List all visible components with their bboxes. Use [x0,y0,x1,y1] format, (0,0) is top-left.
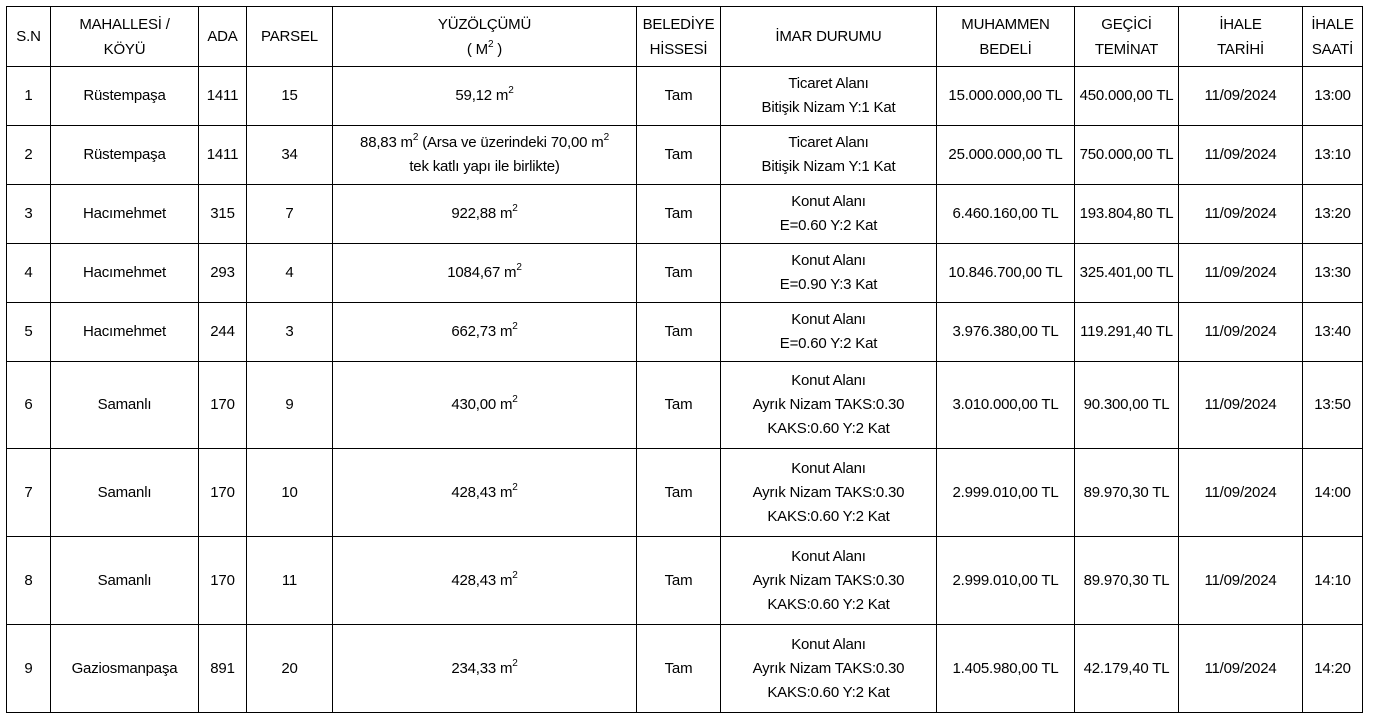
cell-line: Ayrık Nizam TAKS:0.30 [752,659,905,677]
cell-sn: 5 [7,303,51,362]
header-line: TARİHİ [1217,40,1264,58]
table-row [7,625,1363,713]
header-line: MUHAMMEN [961,15,1050,33]
table-row [7,185,1363,244]
cell-parsel: 4 [247,244,333,303]
cell-line: Ayrık Nizam TAKS:0.30 [752,483,905,501]
cell-mahalle: Rüstempaşa [51,126,199,185]
header-tarih [1179,7,1303,67]
cell-parsel: 10 [247,449,333,537]
header-line: SAATİ [1311,40,1354,58]
cell-parsel: 7 [247,185,333,244]
cell-hisse: Tam [637,625,721,713]
cell-bedel: 15.000.000,00 TL [937,67,1075,126]
cell-line: 428,43 $m^2$ [451,481,518,501]
cell-line: Ayrık Nizam TAKS:0.30 [752,571,905,589]
cell-bedel: 2.999.010,00 TL [937,537,1075,625]
cell-teminat: 90.300,00 TL [1075,362,1179,449]
header-imar: İMAR DURUMU [721,7,937,67]
cell-line: 1084,67 $m^2$ [447,262,522,281]
cell-yuzolcum [333,362,637,449]
table-row [7,362,1363,449]
cell-sn: 1 [7,67,51,126]
cell-line: Konut Alanı [791,252,866,269]
header-hisse [637,7,721,67]
cell-parsel: 11 [247,537,333,625]
cell-parsel: 15 [247,67,333,126]
cell-bedel: 3.976.380,00 TL [937,303,1075,362]
cell-teminat: 450.000,00 TL [1075,67,1179,126]
cell-yuzolcum [333,449,637,537]
cell-hisse: Tam [637,449,721,537]
cell-line: 234,33 $m^2$ [451,657,518,677]
header-sn: S.N [7,7,51,67]
cell-mahalle: Gaziosmanpaşa [51,625,199,713]
cell-mahalle: Samanlı [51,362,199,449]
cell-mahalle: Samanlı [51,449,199,537]
cell-tarih: 11/09/2024 [1179,449,1303,537]
cell-hisse: Tam [637,303,721,362]
cell-imar [721,67,937,126]
header-ada: ADA [199,7,247,67]
cell-saat: 13:30 [1303,244,1363,303]
cell-parsel: 20 [247,625,333,713]
cell-teminat: 750.000,00 TL [1075,126,1179,185]
table-row [7,449,1363,537]
cell-mahalle: Rüstempaşa [51,67,199,126]
cell-hisse: Tam [637,67,721,126]
cell-imar [721,185,937,244]
cell-line: KAKS:0.60 Y:2 Kat [767,683,890,701]
cell-line: Konut Alanı [791,635,866,653]
table-row [7,126,1363,185]
cell-teminat: 42.179,40 TL [1075,625,1179,713]
cell-yuzolcum [333,244,637,303]
ihale-table [6,6,1363,713]
cell-sn: 9 [7,625,51,713]
cell-sn: 7 [7,449,51,537]
cell-sn: 4 [7,244,51,303]
cell-teminat: 89.970,30 TL [1075,537,1179,625]
cell-line: Ayrık Nizam TAKS:0.30 [752,396,905,413]
cell-saat: 14:10 [1303,537,1363,625]
cell-ada: 293 [199,244,247,303]
cell-bedel: 10.846.700,00 TL [937,244,1075,303]
cell-yuzolcum [333,625,637,713]
cell-ada: 1411 [199,67,247,126]
cell-line: Konut Alanı [791,193,866,210]
header-line: KÖYÜ [103,40,146,58]
cell-parsel: 3 [247,303,333,362]
cell-mahalle: Samanlı [51,537,199,625]
cell-saat: 13:10 [1303,126,1363,185]
table-row [7,67,1363,126]
cell-line: Bitişik Nizam Y:1 Kat [761,158,896,175]
cell-saat: 14:00 [1303,449,1363,537]
cell-mahalle: Hacımehmet [51,185,199,244]
cell-line: Konut Alanı [791,459,866,477]
cell-tarih: 11/09/2024 [1179,362,1303,449]
cell-saat: 14:20 [1303,625,1363,713]
cell-ada: 170 [199,449,247,537]
cell-teminat: 193.804,80 TL [1075,185,1179,244]
cell-hisse: Tam [637,537,721,625]
cell-imar [721,537,937,625]
header-line: MAHALLESİ / [79,15,170,33]
cell-mahalle: Hacımehmet [51,244,199,303]
cell-line: E=0.60 Y:2 Kat [779,217,878,234]
cell-tarih: 11/09/2024 [1179,126,1303,185]
cell-line: KAKS:0.60 Y:2 Kat [767,595,890,613]
cell-imar [721,362,937,449]
cell-imar [721,126,937,185]
header-line: GEÇİCİ [1101,15,1152,33]
cell-yuzolcum [333,185,637,244]
header-parsel: PARSEL [247,7,333,67]
cell-ada: 170 [199,537,247,625]
cell-saat: 13:50 [1303,362,1363,449]
header-line: TEMİNAT [1094,40,1159,58]
cell-ada: 1411 [199,126,247,185]
header-line: BELEDİYE [642,15,715,33]
cell-yuzolcum [333,303,637,362]
cell-sn: 2 [7,126,51,185]
cell-ada: 315 [199,185,247,244]
cell-line: tek katlı yapı ile birlikte) [409,158,560,175]
cell-imar [721,303,937,362]
cell-bedel: 6.460.160,00 TL [937,185,1075,244]
cell-imar [721,449,937,537]
cell-line: Bitişik Nizam Y:1 Kat [761,99,896,116]
cell-hisse: Tam [637,362,721,449]
header-line: ( $M^2$ ) [466,38,503,58]
header-line: BEDELİ [979,40,1032,58]
cell-sn: 8 [7,537,51,625]
cell-parsel: 34 [247,126,333,185]
cell-yuzolcum [333,126,637,185]
cell-bedel: 1.405.980,00 TL [937,625,1075,713]
table-row [7,244,1363,303]
cell-ada: 170 [199,362,247,449]
cell-sn: 3 [7,185,51,244]
cell-line: 59,12 $m^2$ [455,85,514,104]
cell-parsel: 9 [247,362,333,449]
header-bedel [937,7,1075,67]
cell-line: KAKS:0.60 Y:2 Kat [767,420,890,437]
cell-tarih: 11/09/2024 [1179,303,1303,362]
cell-tarih: 11/09/2024 [1179,625,1303,713]
cell-sn: 6 [7,362,51,449]
cell-teminat: 89.970,30 TL [1075,449,1179,537]
cell-tarih: 11/09/2024 [1179,185,1303,244]
cell-line: 430,00 $m^2$ [451,394,518,413]
cell-saat: 13:40 [1303,303,1363,362]
cell-line: 662,73 $m^2$ [451,321,518,340]
cell-imar [721,244,937,303]
cell-bedel: 3.010.000,00 TL [937,362,1075,449]
table-row [7,303,1363,362]
cell-line: 428,43 $m^2$ [451,569,518,589]
cell-tarih: 11/09/2024 [1179,67,1303,126]
cell-imar [721,625,937,713]
cell-saat: 13:20 [1303,185,1363,244]
cell-tarih: 11/09/2024 [1179,537,1303,625]
header-yuzolcum [333,7,637,67]
cell-yuzolcum [333,537,637,625]
cell-line: Konut Alanı [791,547,866,565]
header-row [7,7,1363,67]
cell-ada: 244 [199,303,247,362]
cell-ada: 891 [199,625,247,713]
cell-line: Konut Alanı [791,372,866,389]
table-row [7,537,1363,625]
cell-saat: 13:00 [1303,67,1363,126]
cell-bedel: 25.000.000,00 TL [937,126,1075,185]
cell-line: 922,88 $m^2$ [451,203,518,222]
header-teminat [1075,7,1179,67]
cell-mahalle: Hacımehmet [51,303,199,362]
cell-line: Konut Alanı [791,311,866,328]
cell-yuzolcum [333,67,637,126]
header-mahalle [51,7,199,67]
cell-teminat: 119.291,40 TL [1075,303,1179,362]
cell-hisse: Tam [637,126,721,185]
table-body [7,67,1363,713]
cell-line: 88,83 $m^2$ (Arsa ve üzerindeki 70,00 $m^2$ [360,132,609,151]
cell-line: Ticaret Alanı [788,134,869,151]
cell-bedel: 2.999.010,00 TL [937,449,1075,537]
cell-line: KAKS:0.60 Y:2 Kat [767,507,890,525]
cell-line: Ticaret Alanı [788,75,869,92]
cell-line: E=0.90 Y:3 Kat [779,276,878,293]
header-saat [1303,7,1363,67]
cell-hisse: Tam [637,244,721,303]
cell-hisse: Tam [637,185,721,244]
header-line: İHALE [1311,15,1354,33]
header-line: İHALE [1219,15,1262,33]
cell-tarih: 11/09/2024 [1179,244,1303,303]
cell-teminat: 325.401,00 TL [1075,244,1179,303]
cell-line: E=0.60 Y:2 Kat [779,335,878,352]
header-line: YÜZÖLÇÜMÜ [437,15,532,33]
header-line: HİSSESİ [649,40,708,58]
